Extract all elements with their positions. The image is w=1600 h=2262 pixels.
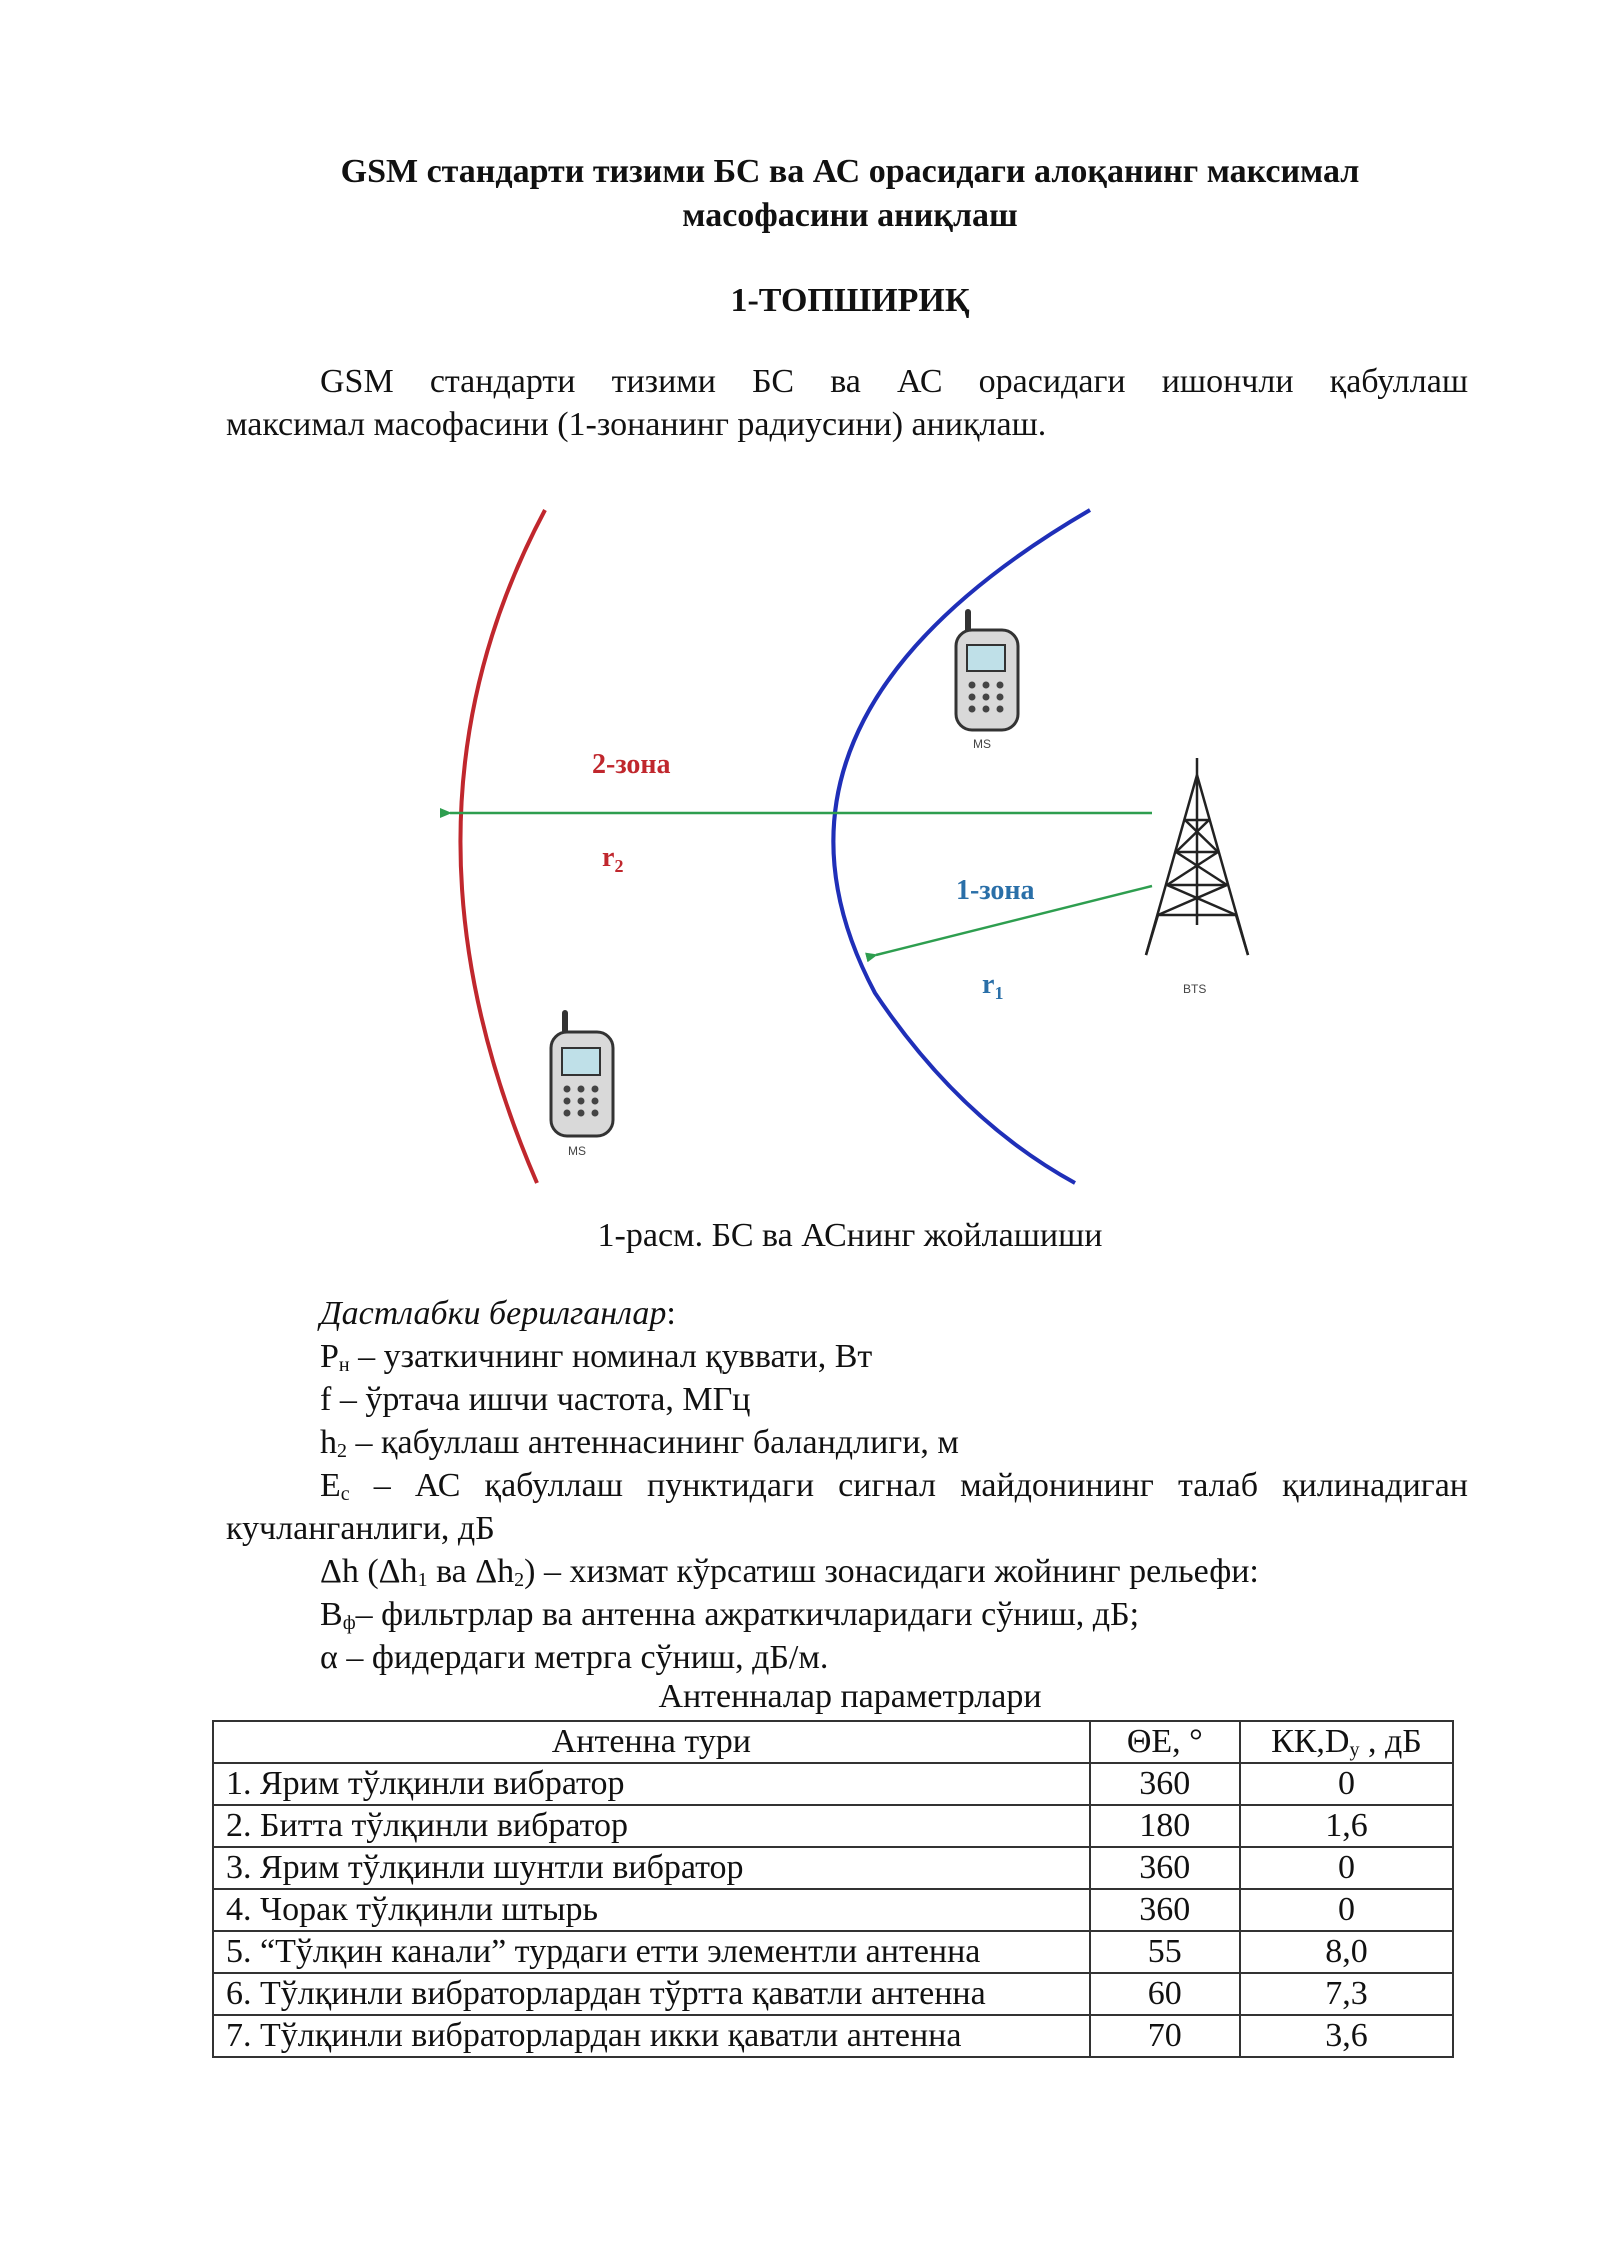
- given-item-continuation: кучланганлиги, дБ: [226, 1510, 495, 1547]
- antenna-gain: 0: [1240, 1763, 1453, 1805]
- antenna-theta: 180: [1090, 1805, 1240, 1847]
- mobile-phone-icon: [956, 612, 1018, 730]
- zones-figure: [420, 500, 1320, 1200]
- r2-label: $r_2$: [602, 842, 624, 876]
- antenna-theta: 360: [1090, 1763, 1240, 1805]
- table-row: [213, 1931, 1453, 1973]
- antenna-name: 2. Битта тўлқинли вибратор: [213, 1805, 1090, 1847]
- bts-tower-icon: [1146, 758, 1248, 955]
- antenna-name: 4. Чорак тўлқинли штырь: [213, 1889, 1090, 1931]
- table-row: [213, 1805, 1453, 1847]
- antenna-gain: 0: [1240, 1889, 1453, 1931]
- antenna-parameters-table: [212, 1720, 1454, 2058]
- bts-label: BTS: [1183, 982, 1207, 996]
- zone1-boundary: [833, 510, 1090, 1183]
- title-line-2: масофасини аниқлаш: [682, 197, 1018, 234]
- given-item: α – фидердаги метрга сўниш, дБ/м.: [320, 1639, 829, 1676]
- r1-label: $r_1$: [982, 969, 1004, 1003]
- table-header-row: [213, 1721, 1453, 1763]
- antenna-gain: 1,6: [1240, 1805, 1453, 1847]
- given-item: $P_н$ – узаткичнинг номинал қуввати, Вт: [320, 1338, 873, 1376]
- antenna-gain: 0: [1240, 1847, 1453, 1889]
- table-title: Антенналар параметрлари: [658, 1678, 1042, 1715]
- zone2-label: 2-зона: [592, 749, 671, 780]
- antenna-name: 3. Ярим тўлқинли шунтли вибратор: [213, 1847, 1090, 1889]
- given-heading: Дастлабки берилганлар:: [320, 1295, 676, 1332]
- antenna-theta: 60: [1090, 1973, 1240, 2015]
- antenna-name: 6. Тўлқинли вибраторлардан тўртта қаватли антенна: [213, 1973, 1090, 2015]
- zone1-label: 1-зона: [956, 875, 1035, 906]
- task-heading: 1-ТОПШИРИҚ: [730, 282, 970, 319]
- antenna-name: 5. “Тўлқин канали” турдаги етти элементли антенна: [213, 1931, 1090, 1973]
- antenna-name: 1. Ярим тўлқинли вибратор: [213, 1763, 1090, 1805]
- given-item: $E_c$ – АС қабуллаш пунктидаги сигнал майдонининг талаб қилинадиган: [320, 1467, 1468, 1505]
- intro-line-2: максимал масофасини (1-зонанинг радиусини) аниқлаш.: [226, 406, 1047, 443]
- antenna-gain: 7,3: [1240, 1973, 1453, 2015]
- given-item: $B_ф-$ фильтрлар ва антенна ажраткичларидаги сўниш, дБ;: [320, 1596, 1140, 1634]
- header-antenna-type: Антенна тури: [213, 1721, 1090, 1763]
- antenna-theta: 360: [1090, 1889, 1240, 1931]
- document-title: [270, 150, 1430, 238]
- table-row: [213, 2015, 1453, 2057]
- table-row: [213, 1973, 1453, 2015]
- antenna-theta: 55: [1090, 1931, 1240, 1973]
- antenna-gain: 8,0: [1240, 1931, 1453, 1973]
- header-theta: ΘE, °: [1090, 1721, 1240, 1763]
- given-item: Δh ($\Delta h_1$ ва $\Delta h_2$) – хизмат кўрсатиш зонасидаги жойнинг рельефи:: [320, 1553, 1259, 1591]
- ms-label-top: MS: [973, 737, 991, 751]
- given-item: $h_2$ – қабуллаш антеннасининг баландлиги, м: [320, 1424, 959, 1462]
- table-row: [213, 1847, 1453, 1889]
- figure-caption: 1-расм. БС ва АСнинг жойлашиши: [597, 1217, 1103, 1254]
- mobile-phone-icon: [551, 1013, 613, 1136]
- title-line-1: GSM стандарти тизими БС ва АС орасидаги алоқанинг максимал: [340, 153, 1360, 190]
- antenna-gain: 3,6: [1240, 2015, 1453, 2057]
- zone2-boundary: [460, 510, 545, 1183]
- antenna-name: 7. Тўлқинли вибраторлардан икки қаватли антенна: [213, 2015, 1090, 2057]
- table-row: [213, 1763, 1453, 1805]
- intro-line-1: GSM стандарти тизими БС ва АС орасидаги ишончли қабуллаш: [320, 363, 1468, 400]
- table-row: [213, 1889, 1453, 1931]
- antenna-theta: 70: [1090, 2015, 1240, 2057]
- antenna-theta: 360: [1090, 1847, 1240, 1889]
- header-gain: $КК,D_у$ , дБ: [1240, 1721, 1453, 1763]
- given-item: f – ўртача ишчи частота, МГц: [320, 1381, 751, 1418]
- ms-label-bottom: MS: [568, 1144, 586, 1158]
- given-title: Дастлабки берилганлар: [320, 1295, 667, 1332]
